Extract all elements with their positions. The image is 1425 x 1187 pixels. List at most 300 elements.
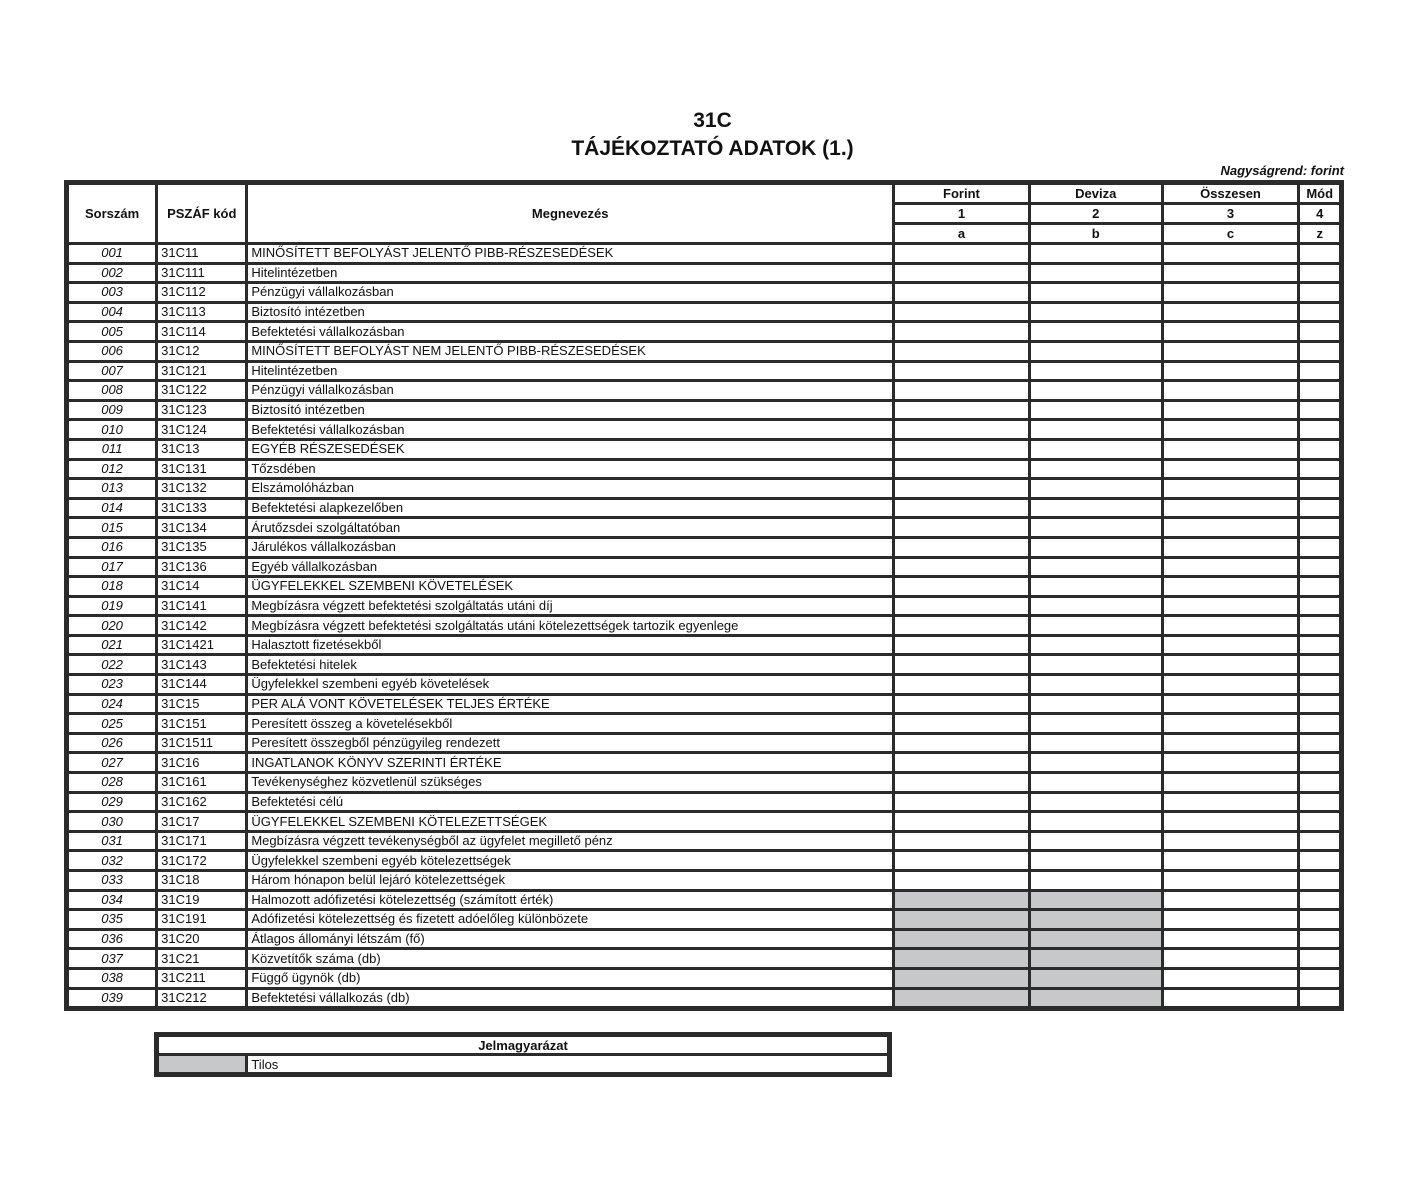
cell-mod[interactable]	[1300, 872, 1339, 889]
cell-osszesen[interactable]	[1164, 421, 1298, 438]
row-code: 31C21	[158, 950, 245, 967]
cell-osszesen[interactable]	[1164, 441, 1298, 458]
cell-mod[interactable]	[1300, 539, 1339, 556]
cell-mod[interactable]	[1300, 480, 1339, 497]
cell-mod[interactable]	[1300, 656, 1339, 673]
row-code: 31C162	[158, 794, 245, 811]
row-code: 31C1511	[158, 735, 245, 752]
cell-mod[interactable]	[1300, 637, 1339, 654]
cell-deviza[interactable]	[1031, 813, 1161, 830]
row-name: Ügyfelekkel szembeni egyéb követelések	[248, 676, 892, 693]
table-row	[69, 382, 1339, 399]
cell-osszesen[interactable]	[1164, 872, 1298, 889]
row-code: 31C112	[158, 284, 245, 301]
cell-mod[interactable]	[1300, 323, 1339, 340]
cell-osszesen[interactable]	[1164, 676, 1298, 693]
row-code: 31C132	[158, 480, 245, 497]
table-row	[69, 441, 1339, 458]
table-row	[69, 578, 1339, 595]
row-name: INGATLANOK KÖNYV SZERINTI ÉRTÉKE	[248, 754, 892, 771]
row-serial: 016	[69, 539, 155, 556]
row-code: 31C12	[158, 343, 245, 360]
cell-deviza[interactable]	[1031, 323, 1161, 340]
cell-deviza[interactable]	[1031, 402, 1161, 419]
cell-mod[interactable]	[1300, 794, 1339, 811]
header-serial: Sorszám	[69, 185, 155, 242]
table-row	[69, 813, 1339, 830]
row-name: MINŐSÍTETT BEFOLYÁST JELENTŐ PIBB-RÉSZESEDÉSEK	[248, 245, 892, 262]
cell-deviza[interactable]	[1031, 519, 1161, 536]
cell-mod[interactable]	[1300, 500, 1339, 517]
row-code: 31C19	[158, 892, 245, 909]
legend-table	[154, 1032, 892, 1077]
cell-forint	[895, 970, 1028, 987]
cell-mod[interactable]	[1300, 715, 1339, 732]
cell-mod[interactable]	[1300, 931, 1339, 948]
row-serial: 005	[69, 323, 155, 340]
row-serial: 011	[69, 441, 155, 458]
row-name: MINŐSÍTETT BEFOLYÁST NEM JELENTŐ PIBB-RÉSZESEDÉSEK	[248, 343, 892, 360]
header-name: Megnevezés	[248, 185, 892, 242]
cell-osszesen[interactable]	[1164, 461, 1298, 478]
table-row	[69, 696, 1339, 713]
header-letter-z: z	[1300, 225, 1339, 242]
table-row	[69, 970, 1339, 987]
row-serial: 001	[69, 245, 155, 262]
table-row	[69, 363, 1339, 380]
header-num-4: 4	[1300, 205, 1339, 222]
row-name: Ügyfelekkel szembeni egyéb kötelezettségek	[248, 852, 892, 869]
cell-forint[interactable]	[895, 754, 1028, 771]
row-serial: 036	[69, 931, 155, 948]
cell-forint[interactable]	[895, 402, 1028, 419]
row-code: 31C212	[158, 990, 245, 1007]
row-serial: 037	[69, 950, 155, 967]
row-code: 31C151	[158, 715, 245, 732]
row-name: Pénzügyi vállalkozásban	[248, 284, 892, 301]
row-serial: 030	[69, 813, 155, 830]
cell-forint[interactable]	[895, 343, 1028, 360]
cell-forint[interactable]	[895, 715, 1028, 732]
row-code: 31C17	[158, 813, 245, 830]
cell-forint	[895, 990, 1028, 1007]
row-serial: 028	[69, 774, 155, 791]
cell-forint[interactable]	[895, 421, 1028, 438]
row-name: Peresített összegből pénzügyileg rendezett	[248, 735, 892, 752]
header-num-3: 3	[1164, 205, 1298, 222]
table-row	[69, 519, 1339, 536]
table-row	[69, 852, 1339, 869]
cell-deviza[interactable]	[1031, 578, 1161, 595]
cell-forint[interactable]	[895, 382, 1028, 399]
cell-forint[interactable]	[895, 480, 1028, 497]
cell-forint[interactable]	[895, 813, 1028, 830]
cell-deviza[interactable]	[1031, 637, 1161, 654]
cell-deviza[interactable]	[1031, 304, 1161, 321]
row-code: 31C143	[158, 656, 245, 673]
cell-osszesen[interactable]	[1164, 794, 1298, 811]
cell-mod[interactable]	[1300, 774, 1339, 791]
cell-deviza[interactable]	[1031, 363, 1161, 380]
cell-forint[interactable]	[895, 735, 1028, 752]
cell-mod[interactable]	[1300, 833, 1339, 850]
cell-forint[interactable]	[895, 872, 1028, 889]
cell-osszesen[interactable]	[1164, 852, 1298, 869]
table-row	[69, 911, 1339, 928]
cell-deviza[interactable]	[1031, 441, 1161, 458]
cell-forint[interactable]	[895, 617, 1028, 634]
row-name: Biztosító intézetben	[248, 402, 892, 419]
cell-deviza[interactable]	[1031, 559, 1161, 576]
row-serial: 008	[69, 382, 155, 399]
table-row	[69, 833, 1339, 850]
row-code: 31C113	[158, 304, 245, 321]
cell-mod[interactable]	[1300, 284, 1339, 301]
cell-deviza[interactable]	[1031, 539, 1161, 556]
cell-mod[interactable]	[1300, 559, 1339, 576]
row-name: Megbízásra végzett befektetési szolgáltatás utáni díj	[248, 598, 892, 615]
row-code: 31C171	[158, 833, 245, 850]
cell-forint[interactable]	[895, 245, 1028, 262]
table-row	[69, 343, 1339, 360]
cell-osszesen[interactable]	[1164, 500, 1298, 517]
cell-osszesen[interactable]	[1164, 931, 1298, 948]
cell-osszesen[interactable]	[1164, 519, 1298, 536]
row-name: Befektetési vállalkozásban	[248, 323, 892, 340]
table-row	[69, 872, 1339, 889]
table-row	[69, 559, 1339, 576]
row-code: 31C161	[158, 774, 245, 791]
cell-deviza[interactable]	[1031, 833, 1161, 850]
cell-mod[interactable]	[1300, 735, 1339, 752]
cell-osszesen[interactable]	[1164, 774, 1298, 791]
header-letter-c: c	[1164, 225, 1298, 242]
cell-osszesen[interactable]	[1164, 245, 1298, 262]
table-row	[69, 656, 1339, 673]
header-num-2: 2	[1031, 205, 1161, 222]
legend-forbidden-label: Tilos	[248, 1056, 887, 1072]
cell-mod[interactable]	[1300, 754, 1339, 771]
cell-osszesen[interactable]	[1164, 578, 1298, 595]
row-name: Peresített összeg a követelésekből	[248, 715, 892, 732]
row-name: ÜGYFELEKKEL SZEMBENI KÖTELEZETTSÉGEK	[248, 813, 892, 830]
row-code: 31C15	[158, 696, 245, 713]
table-row	[69, 676, 1339, 693]
row-serial: 007	[69, 363, 155, 380]
row-name: Befektetési alapkezelőben	[248, 500, 892, 517]
row-serial: 003	[69, 284, 155, 301]
table-row	[69, 304, 1339, 321]
row-code: 31C142	[158, 617, 245, 634]
cell-osszesen[interactable]	[1164, 304, 1298, 321]
row-code: 31C18	[158, 872, 245, 889]
cell-deviza	[1031, 990, 1161, 1007]
row-name: Három hónapon belül lejáró kötelezettségek	[248, 872, 892, 889]
row-serial: 033	[69, 872, 155, 889]
cell-osszesen[interactable]	[1164, 911, 1298, 928]
cell-deviza[interactable]	[1031, 617, 1161, 634]
cell-deviza[interactable]	[1031, 382, 1161, 399]
row-serial: 021	[69, 637, 155, 654]
row-name: ÜGYFELEKKEL SZEMBENI KÖVETELÉSEK	[248, 578, 892, 595]
row-code: 31C122	[158, 382, 245, 399]
cell-osszesen[interactable]	[1164, 754, 1298, 771]
row-name: Megbízásra végzett befektetési szolgáltatás utáni kötelezettségek tartozik egyenlege	[248, 617, 892, 634]
table-row	[69, 735, 1339, 752]
cell-mod[interactable]	[1300, 852, 1339, 869]
cell-deviza[interactable]	[1031, 852, 1161, 869]
cell-forint[interactable]	[895, 519, 1028, 536]
data-table	[64, 180, 1344, 1011]
cell-mod[interactable]	[1300, 617, 1339, 634]
row-serial: 002	[69, 265, 155, 282]
cell-mod[interactable]	[1300, 363, 1339, 380]
row-name: Hitelintézetben	[248, 265, 892, 282]
row-code: 31C123	[158, 402, 245, 419]
cell-mod[interactable]	[1300, 990, 1339, 1007]
cell-osszesen[interactable]	[1164, 598, 1298, 615]
cell-osszesen[interactable]	[1164, 637, 1298, 654]
row-serial: 009	[69, 402, 155, 419]
cell-mod[interactable]	[1300, 911, 1339, 928]
table-body	[69, 245, 1339, 1006]
table-row	[69, 598, 1339, 615]
cell-deviza[interactable]	[1031, 676, 1161, 693]
row-serial: 019	[69, 598, 155, 615]
cell-forint[interactable]	[895, 578, 1028, 595]
cell-deviza[interactable]	[1031, 284, 1161, 301]
cell-forint[interactable]	[895, 833, 1028, 850]
row-serial: 015	[69, 519, 155, 536]
row-name: Megbízásra végzett tevékenységből az ügyfelet megillető pénz	[248, 833, 892, 850]
cell-osszesen[interactable]	[1164, 617, 1298, 634]
cell-forint[interactable]	[895, 323, 1028, 340]
table-row	[69, 774, 1339, 791]
cell-deviza[interactable]	[1031, 696, 1161, 713]
cell-deviza[interactable]	[1031, 656, 1161, 673]
row-serial: 010	[69, 421, 155, 438]
cell-mod[interactable]	[1300, 245, 1339, 262]
header-letter-b: b	[1031, 225, 1161, 242]
row-serial: 020	[69, 617, 155, 634]
row-code: 31C111	[158, 265, 245, 282]
cell-deviza	[1031, 931, 1161, 948]
row-code: 31C134	[158, 519, 245, 536]
cell-osszesen[interactable]	[1164, 402, 1298, 419]
cell-forint[interactable]	[895, 265, 1028, 282]
cell-mod[interactable]	[1300, 441, 1339, 458]
cell-forint[interactable]	[895, 461, 1028, 478]
row-name: Közvetítők száma (db)	[248, 950, 892, 967]
cell-mod[interactable]	[1300, 950, 1339, 967]
row-serial: 039	[69, 990, 155, 1007]
cell-mod[interactable]	[1300, 970, 1339, 987]
cell-deviza[interactable]	[1031, 343, 1161, 360]
header-col-deviza: Deviza	[1031, 185, 1161, 202]
cell-osszesen[interactable]	[1164, 656, 1298, 673]
row-code: 31C141	[158, 598, 245, 615]
row-serial: 038	[69, 970, 155, 987]
row-name: Befektetési hitelek	[248, 656, 892, 673]
legend-title: Jelmagyarázat	[159, 1037, 887, 1053]
cell-osszesen[interactable]	[1164, 559, 1298, 576]
row-name: Befektetési vállalkozás (db)	[248, 990, 892, 1007]
table-row	[69, 715, 1339, 732]
cell-mod[interactable]	[1300, 578, 1339, 595]
row-name: Járulékos vállalkozásban	[248, 539, 892, 556]
row-name: Biztosító intézetben	[248, 304, 892, 321]
cell-deviza[interactable]	[1031, 872, 1161, 889]
row-serial: 006	[69, 343, 155, 360]
cell-mod[interactable]	[1300, 343, 1339, 360]
cell-osszesen[interactable]	[1164, 715, 1298, 732]
cell-forint[interactable]	[895, 676, 1028, 693]
cell-mod[interactable]	[1300, 892, 1339, 909]
cell-osszesen[interactable]	[1164, 735, 1298, 752]
cell-forint[interactable]	[895, 363, 1028, 380]
cell-osszesen[interactable]	[1164, 990, 1298, 1007]
cell-osszesen[interactable]	[1164, 284, 1298, 301]
row-name: PER ALÁ VONT KÖVETELÉSEK TELJES ÉRTÉKE	[248, 696, 892, 713]
cell-mod[interactable]	[1300, 813, 1339, 830]
table-row	[69, 892, 1339, 909]
cell-mod[interactable]	[1300, 402, 1339, 419]
cell-forint[interactable]	[895, 500, 1028, 517]
row-serial: 013	[69, 480, 155, 497]
cell-forint[interactable]	[895, 774, 1028, 791]
row-serial: 022	[69, 656, 155, 673]
row-code: 31C20	[158, 931, 245, 948]
row-serial: 029	[69, 794, 155, 811]
cell-mod[interactable]	[1300, 304, 1339, 321]
cell-forint[interactable]	[895, 852, 1028, 869]
cell-mod[interactable]	[1300, 421, 1339, 438]
cell-mod[interactable]	[1300, 519, 1339, 536]
cell-forint	[895, 950, 1028, 967]
row-code: 31C13	[158, 441, 245, 458]
cell-forint[interactable]	[895, 539, 1028, 556]
row-name: Halmozott adófizetési kötelezettség (számított érték)	[248, 892, 892, 909]
cell-mod[interactable]	[1300, 676, 1339, 693]
cell-deviza[interactable]	[1031, 421, 1161, 438]
cell-osszesen[interactable]	[1164, 265, 1298, 282]
row-name: Befektetési célú	[248, 794, 892, 811]
row-code: 31C144	[158, 676, 245, 693]
cell-forint[interactable]	[895, 794, 1028, 811]
row-code: 31C133	[158, 500, 245, 517]
cell-mod[interactable]	[1300, 265, 1339, 282]
header-col-osszesen: Összesen	[1164, 185, 1298, 202]
form-title: TÁJÉKOZTATÓ ADATOK (1.)	[571, 137, 854, 160]
table-row	[69, 950, 1339, 967]
table-row	[69, 245, 1339, 262]
cell-forint[interactable]	[895, 637, 1028, 654]
cell-osszesen[interactable]	[1164, 539, 1298, 556]
cell-osszesen[interactable]	[1164, 696, 1298, 713]
header-num-1: 1	[895, 205, 1028, 222]
cell-deviza[interactable]	[1031, 245, 1161, 262]
row-serial: 034	[69, 892, 155, 909]
cell-osszesen[interactable]	[1164, 950, 1298, 967]
form-header	[0, 107, 1425, 163]
cell-forint	[895, 892, 1028, 909]
cell-deviza[interactable]	[1031, 461, 1161, 478]
table-row	[69, 617, 1339, 634]
table-row	[69, 500, 1339, 517]
cell-mod[interactable]	[1300, 696, 1339, 713]
cell-deviza[interactable]	[1031, 754, 1161, 771]
row-serial: 026	[69, 735, 155, 752]
cell-forint[interactable]	[895, 559, 1028, 576]
table-row	[69, 931, 1339, 948]
row-name: Halasztott fizetésekből	[248, 637, 892, 654]
cell-osszesen[interactable]	[1164, 892, 1298, 909]
row-code: 31C131	[158, 461, 245, 478]
cell-forint[interactable]	[895, 696, 1028, 713]
cell-osszesen[interactable]	[1164, 970, 1298, 987]
table-row	[69, 794, 1339, 811]
cell-osszesen[interactable]	[1164, 363, 1298, 380]
cell-osszesen[interactable]	[1164, 813, 1298, 830]
row-name: Adófizetési kötelezettség és fizetett adóelőleg különbözete	[248, 911, 892, 928]
cell-forint[interactable]	[895, 441, 1028, 458]
table-row	[69, 265, 1339, 282]
scale-note: Nagyságrend: forint	[1220, 163, 1344, 178]
cell-deviza[interactable]	[1031, 715, 1161, 732]
cell-deviza[interactable]	[1031, 735, 1161, 752]
table-row	[69, 284, 1339, 301]
cell-mod[interactable]	[1300, 461, 1339, 478]
cell-deviza[interactable]	[1031, 598, 1161, 615]
cell-deviza	[1031, 911, 1161, 928]
row-name: Tőzsdében	[248, 461, 892, 478]
cell-osszesen[interactable]	[1164, 343, 1298, 360]
row-serial: 012	[69, 461, 155, 478]
row-serial: 024	[69, 696, 155, 713]
cell-deviza[interactable]	[1031, 480, 1161, 497]
cell-mod[interactable]	[1300, 598, 1339, 615]
row-name: EGYÉB RÉSZESEDÉSEK	[248, 441, 892, 458]
row-code: 31C114	[158, 323, 245, 340]
header-col-mod: Mód	[1300, 185, 1339, 202]
cell-osszesen[interactable]	[1164, 833, 1298, 850]
cell-deviza[interactable]	[1031, 794, 1161, 811]
table-row	[69, 421, 1339, 438]
cell-forint[interactable]	[895, 656, 1028, 673]
cell-osszesen[interactable]	[1164, 382, 1298, 399]
cell-deviza[interactable]	[1031, 774, 1161, 791]
table-row	[69, 637, 1339, 654]
table-row	[69, 461, 1339, 478]
cell-deviza[interactable]	[1031, 500, 1161, 517]
row-name: Függő ügynök (db)	[248, 970, 892, 987]
cell-osszesen[interactable]	[1164, 323, 1298, 340]
cell-forint[interactable]	[895, 304, 1028, 321]
cell-forint[interactable]	[895, 598, 1028, 615]
row-name: Árutőzsdei szolgáltatóban	[248, 519, 892, 536]
cell-forint	[895, 911, 1028, 928]
row-name: Befektetési vállalkozásban	[248, 421, 892, 438]
cell-mod[interactable]	[1300, 382, 1339, 399]
row-code: 31C121	[158, 363, 245, 380]
cell-deviza[interactable]	[1031, 265, 1161, 282]
cell-osszesen[interactable]	[1164, 480, 1298, 497]
row-code: 31C191	[158, 911, 245, 928]
row-code: 31C11	[158, 245, 245, 262]
cell-forint[interactable]	[895, 284, 1028, 301]
row-serial: 004	[69, 304, 155, 321]
row-name: Pénzügyi vállalkozásban	[248, 382, 892, 399]
